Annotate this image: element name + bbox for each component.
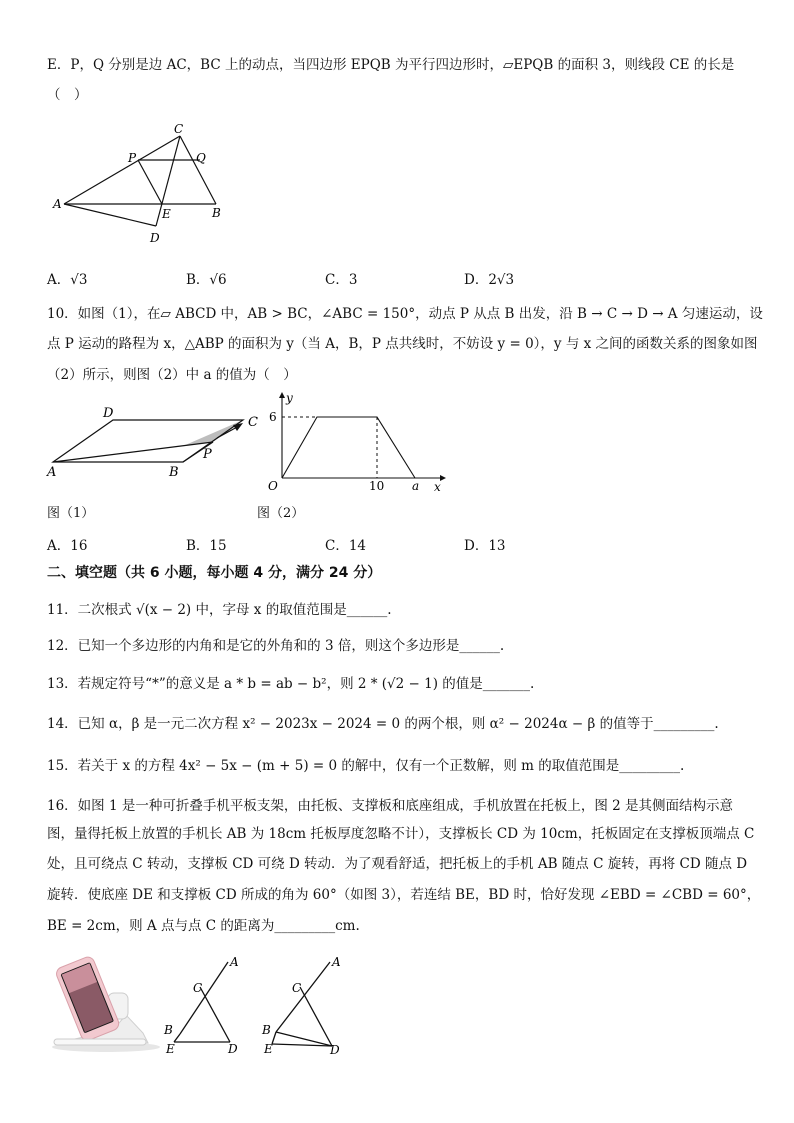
q9-label-e: E — [162, 207, 171, 221]
q16-f2-label-e: E — [166, 1042, 175, 1056]
q10-option-d[interactable]: D．13 — [464, 538, 506, 554]
q10-caption-1: 图（1） — [47, 506, 95, 521]
q10-f1-label-p: P — [203, 447, 212, 462]
q16-line3: 处，且可绕点 C 转动，支撑板 CD 可绕 D 转动．为了观看舒适，把托板上的手机 AB 随点 C 旋转，再将 CD 随点 D — [47, 856, 748, 872]
q16-f3-label-e: E — [264, 1042, 273, 1056]
q16-f3-label-d: D — [330, 1043, 340, 1057]
q9-label-c: C — [174, 122, 184, 136]
q16-line5: BE = 2cm，则 A 点与点 C 的距离为_________cm. — [47, 918, 360, 934]
q16-figure-2 — [160, 952, 250, 1057]
q10-f1-label-b: B — [169, 465, 179, 480]
q9-option-d[interactable]: D．2√3 — [464, 272, 515, 288]
section-heading-fill-in: 二、填空题（共 6 小题，每小题 4 分，满分 24 分） — [47, 565, 382, 581]
phone-stand-illustration — [48, 955, 163, 1055]
q16-f3-label-b: B — [262, 1023, 271, 1037]
q10-line2: 点 P 运动的路程为 x，△ABP 的面积为 y（当 A，B，P 点共线时，不妨设 y = 0），y 与 x 之间的函数关系的图象如图 — [47, 336, 758, 352]
q14-text: 14．已知 α，β 是一元二次方程 x² − 2023x − 2024 = 0 的两个根，则 α² − 2024α − β 的值等于_________. — [47, 716, 719, 732]
q15-text: 15．若关于 x 的方程 4x² − 5x − (m + 5) = 0 的解中，仅有一个正数解，则 m 的取值范围是_________. — [47, 758, 685, 774]
q16-f3-label-a: A — [332, 955, 341, 969]
q9-label-p: P — [128, 151, 137, 165]
q9-label-b: B — [212, 206, 221, 220]
q16-f2-label-b: B — [164, 1023, 173, 1037]
q10-line1: 10．如图（1），在▱ ABCD 中，AB > BC，∠ABC = 150°，动点 P 从点 B 出发，沿 B → C → D → A 匀速运动，设 — [47, 306, 763, 322]
q16-line4: 旋转．使底座 DE 和支撑板 CD 所成的角为 60°（如图 3），若连结 BE，BD 时，恰好发现 ∠EBD = ∠CBD = 60°， — [47, 887, 761, 903]
q16-f2-label-c: C — [193, 981, 203, 995]
q16-f3-label-c: C — [292, 981, 302, 995]
q9-label-q: Q — [196, 151, 206, 165]
q10-f2-label-x: x — [434, 480, 441, 494]
q10-f2-label-o: O — [268, 479, 278, 493]
q10-option-a[interactable]: A．16 — [47, 538, 88, 554]
q9-label-d: D — [150, 231, 160, 245]
q9-figure — [50, 120, 240, 250]
q10-f1-label-a: A — [47, 465, 57, 480]
q10-figure-1 — [45, 400, 265, 485]
q9-line2: （ ） — [47, 87, 88, 103]
q10-option-b[interactable]: B．15 — [186, 538, 227, 554]
q11-text: 11．二次根式 √(x − 2) 中，字母 x 的取值范围是______. — [47, 602, 392, 618]
q10-caption-2: 图（2） — [257, 506, 305, 521]
q10-line3: （2）所示，则图（2）中 a 的值为（ ） — [47, 367, 297, 383]
q9-option-c[interactable]: C．3 — [325, 272, 358, 288]
q10-option-c[interactable]: C．14 — [325, 538, 367, 554]
q9-line1: E．P，Q 分别是边 AC，BC 上的动点，当四边形 EPQB 为平行四边形时，▱EPQB 的面积 3，则线段 CE 的长是 — [47, 57, 735, 73]
q16-f2-label-d: D — [228, 1042, 238, 1056]
q10-figure-2 — [262, 390, 452, 496]
q16-figure-3 — [258, 952, 348, 1057]
q16-f2-label-a: A — [230, 955, 239, 969]
q9-label-a: A — [53, 197, 62, 211]
q10-f2-label-six: 6 — [269, 410, 277, 424]
q10-f2-label-y: y — [286, 391, 293, 405]
q10-f2-label-ten: 10 — [369, 479, 385, 493]
q10-f1-label-c: C — [248, 415, 258, 430]
q9-option-b[interactable]: B．√6 — [186, 272, 227, 288]
q12-text: 12．已知一个多边形的内角和是它的外角和的 3 倍，则这个多边形是______. — [47, 638, 505, 654]
q13-text: 13．若规定符号“*”的意义是 a * b = ab − b²，则 2 * (√2 − 1) 的值是_______. — [47, 676, 535, 692]
q10-f1-label-d: D — [103, 406, 114, 421]
q9-option-a[interactable]: A．√3 — [47, 272, 88, 288]
q16-line2: 图，量得托板上放置的手机长 AB 为 18cm 托板厚度忽略不计），支撑板长 CD 为 10cm，托板固定在支撑板顶端点 C — [47, 826, 755, 842]
q16-line1: 16．如图 1 是一种可折叠手机平板支架，由托板、支撑板和底座组成，手机放置在托板上，图 2 是其侧面结构示意 — [47, 798, 734, 814]
q10-f2-label-a: a — [412, 479, 420, 493]
